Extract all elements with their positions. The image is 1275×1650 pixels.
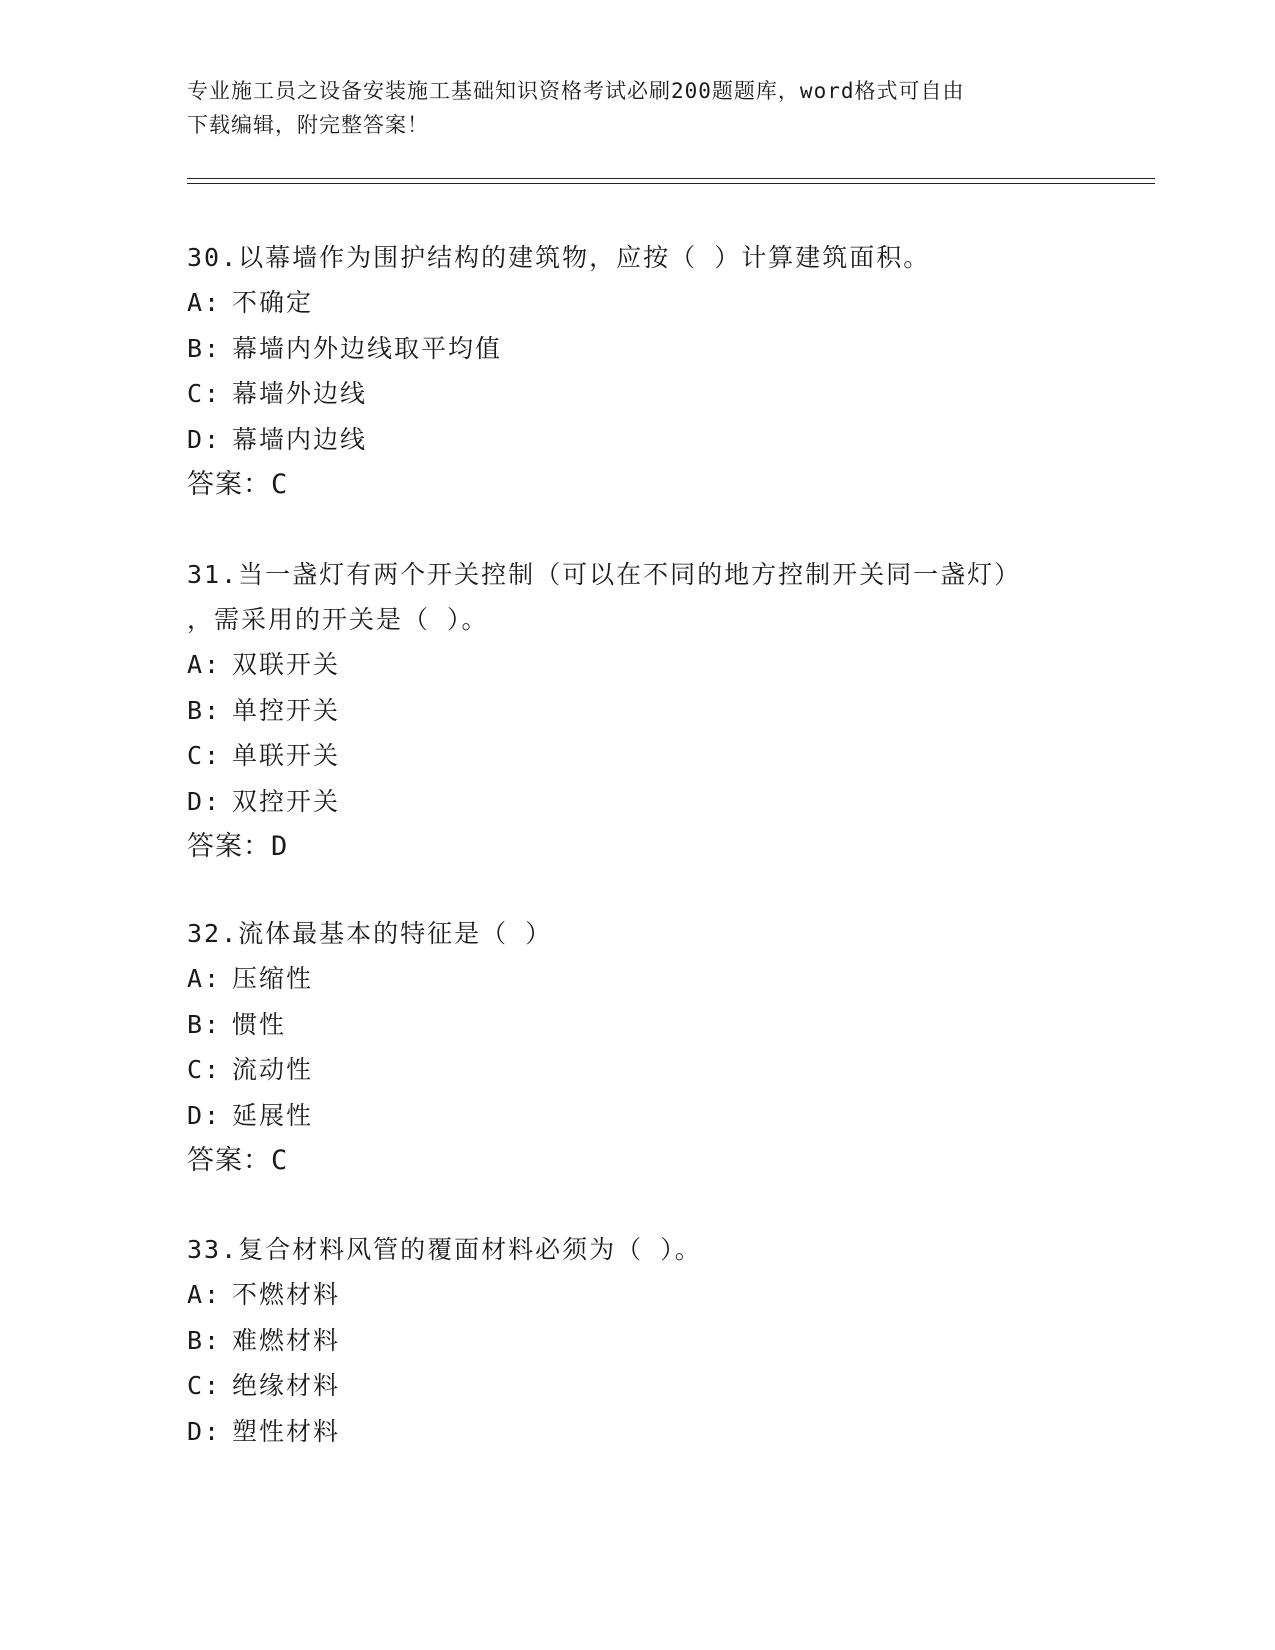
question-stem: 32.流体最基本的特征是（ ） [187,919,553,948]
option-letter: A: [187,964,222,993]
answer: 答案：D [187,831,289,862]
header-title-line-1: 专业施工员之设备安装施工基础知识资格考试必刷200题题库，word格式可自由 [187,79,965,103]
option-text: 幕墙外边线 [232,379,368,408]
option-letter: D: [187,1416,222,1446]
option-letter: C: [187,741,222,770]
option-letter: D: [187,424,222,454]
option-text: 单控开关 [232,695,341,725]
option-letter: A: [187,1280,222,1309]
option-b [187,1002,1087,1048]
option-text: 流动性 [232,1055,314,1084]
option-text: 双控开关 [232,786,341,816]
option-b [187,1318,1087,1364]
option-c [187,1047,1087,1093]
header-title-line-2: 下载编辑，附完整答案！ [187,113,429,137]
option-a [187,1272,1087,1318]
option-text: 不燃材料 [232,1280,341,1309]
option-text: 幕墙内边线 [232,424,368,454]
option-c [187,733,1087,779]
option-text: 塑性材料 [232,1416,341,1446]
question-33 [187,1227,1087,1454]
question-32 [187,911,1087,1183]
option-a [187,280,1087,326]
answer: 答案：C [187,469,289,500]
question-30 [187,235,1087,507]
option-letter: D: [187,1100,222,1130]
option-text: 幕墙内外边线取平均值 [232,333,503,363]
option-a [187,642,1087,688]
question-stem-line-1: 31.当一盏灯有两个开关控制（可以在不同的地方控制开关同一盏灯） [187,560,1022,589]
option-letter: B: [187,695,222,725]
question-31 [187,552,1087,869]
option-text: 惯性 [232,1009,287,1039]
option-letter: B: [187,333,222,363]
option-text: 双联开关 [232,650,341,679]
option-letter: A: [187,288,222,317]
option-b [187,688,1087,734]
question-stem: 30.以幕墙作为围护结构的建筑物，应按（ ）计算建筑面积。 [187,243,931,272]
option-d [187,417,1087,463]
option-a [187,956,1087,1002]
option-c [187,1363,1087,1409]
question-stem-line-2: ，需采用的开关是（ ）。 [187,605,489,634]
option-letter: D: [187,786,222,816]
option-d [187,779,1087,825]
option-c [187,371,1087,417]
answer: 答案：C [187,1145,289,1176]
option-text: 延展性 [232,1100,314,1130]
option-letter: B: [187,1009,222,1039]
question-stem: 33.复合材料风管的覆面材料必须为（ ）。 [187,1235,702,1264]
option-text: 压缩性 [232,964,314,993]
option-text: 难燃材料 [232,1325,341,1355]
option-text: 不确定 [232,288,314,317]
option-d [187,1093,1087,1139]
option-letter: C: [187,379,222,408]
option-b [187,326,1087,372]
option-text: 绝缘材料 [232,1371,341,1400]
header-divider-bottom [187,183,1155,184]
option-letter: B: [187,1325,222,1355]
document-header [187,74,1087,142]
option-text: 单联开关 [232,741,341,770]
option-letter: C: [187,1055,222,1084]
header-divider-top [187,178,1155,179]
option-letter: C: [187,1371,222,1400]
option-letter: A: [187,650,222,679]
option-d [187,1409,1087,1455]
